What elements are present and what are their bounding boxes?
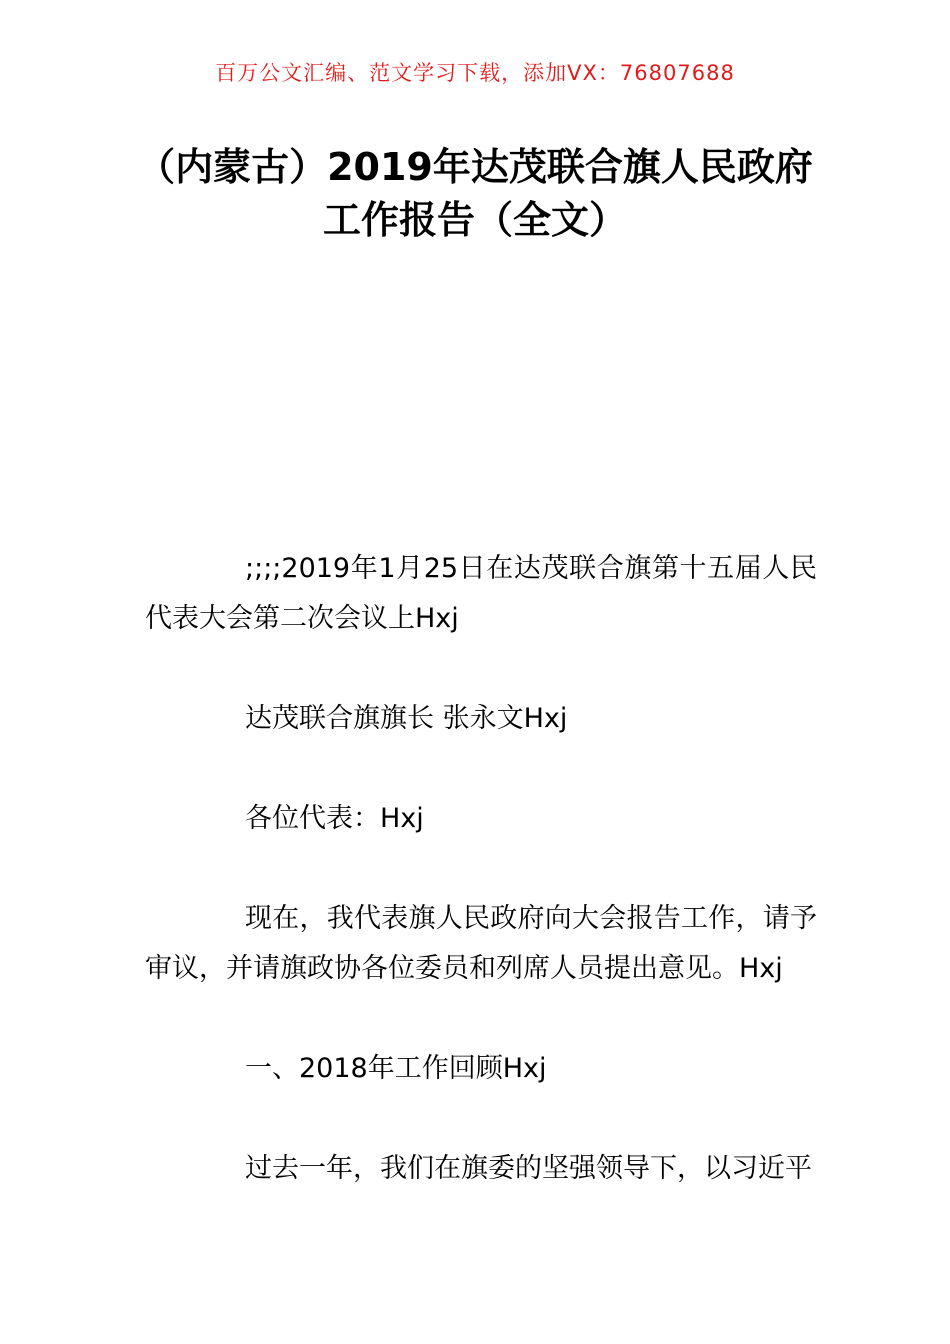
document-body [0, 544, 950, 1194]
watermark-header: 百万公文汇编、范文学习下载，添加VX：76807688 [215, 61, 735, 85]
paragraph-section-heading: 一、2018年工作回顾Hxj [245, 1053, 547, 1084]
paragraph-speaker-line: 达茂联合旗旗长 张永文Hxj [245, 703, 568, 734]
paragraph-review-opening: 过去一年，我们在旗委的坚强领导下，以习近平 [245, 1153, 812, 1184]
paragraph-salutation: 各位代表：Hxj [245, 803, 424, 834]
paragraph-meeting-line: ;;;;2019年1月25日在达茂联合旗第十五届人民代表大会第二次会议上Hxj [145, 553, 817, 634]
paragraph-intro: 现在，我代表旗人民政府向大会报告工作，请予审议，并请旗政协各位委员和列席人员提出意见。Hxj [145, 903, 817, 984]
document-title: （内蒙古）2019年达茂联合旗人民政府工作报告（全文） [137, 145, 813, 242]
